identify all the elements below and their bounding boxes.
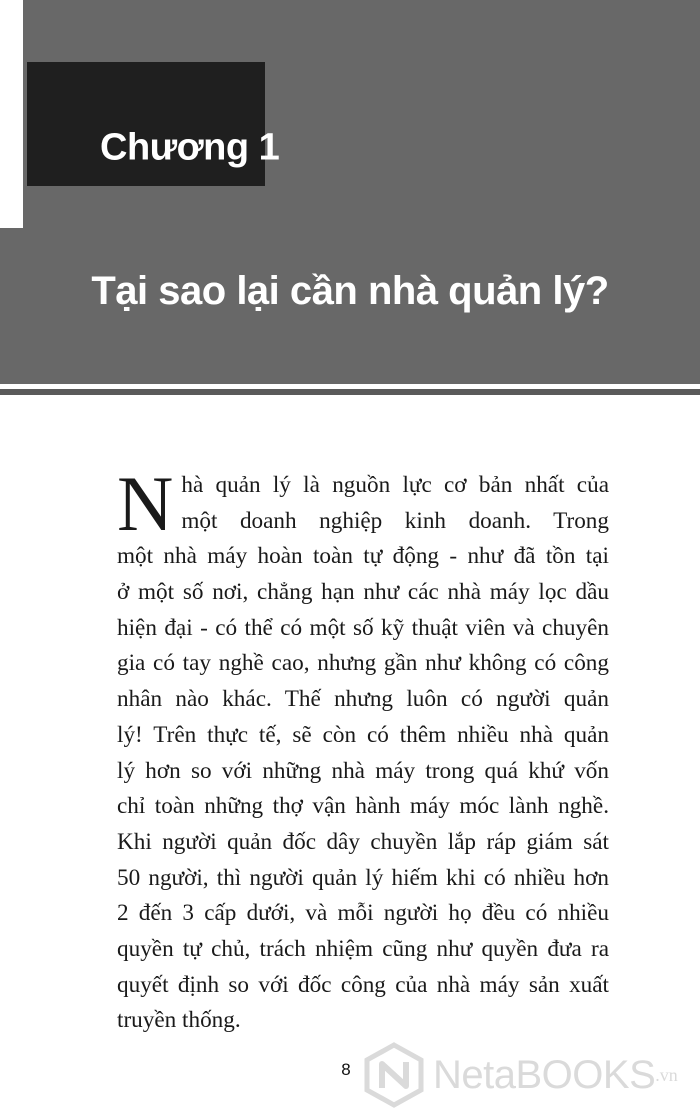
page-number: 8 bbox=[341, 1060, 351, 1079]
body-line: lý! Trên thực tế, sẽ còn có thêm nhiều nhà quản bbox=[117, 721, 609, 748]
header-left-strip bbox=[0, 0, 23, 228]
watermark-suffix: .vn bbox=[655, 1064, 678, 1085]
drop-cap: N bbox=[117, 460, 174, 547]
chapter-label: Chương 1 bbox=[100, 126, 280, 169]
netabooks-logo-icon bbox=[363, 1042, 425, 1108]
body-line: một doanh nghiệp kinh doanh. Trong bbox=[181, 507, 609, 534]
body-line: truyền thống. bbox=[117, 1007, 241, 1034]
header-divider-dark bbox=[0, 389, 700, 395]
body-line: lý hơn so với những nhà máy trong quá khứ vốn bbox=[117, 757, 609, 784]
body-line: một nhà máy hoàn toàn tự động - như đã tồn tại bbox=[117, 543, 609, 570]
chapter-title: Tại sao lại cần nhà quản lý? bbox=[91, 269, 609, 313]
watermark bbox=[363, 1040, 700, 1110]
body-line: Khi người quản đốc dây chuyền lắp ráp giám sát bbox=[117, 828, 609, 855]
body-line: ở một số nơi, chẳng hạn như các nhà máy lọc dầu bbox=[117, 579, 609, 606]
body-line: 2 đến 3 cấp dưới, và mỗi người họ đều có nhiều bbox=[117, 900, 609, 927]
body-line: chỉ toàn những thợ vận hành máy móc lành nghề. bbox=[117, 793, 609, 820]
body-line: nhân nào khác. Thế nhưng luôn có người quản bbox=[117, 686, 609, 713]
chapter-header bbox=[0, 0, 700, 384]
body-line: quyền tự chủ, trách nhiệm cũng như quyền đưa ra bbox=[117, 935, 609, 962]
body-line: hà quản lý là nguồn lực cơ bản nhất của bbox=[181, 472, 609, 498]
body-line: 50 người, thì người quản lý hiếm khi có nhiều hơn bbox=[117, 864, 609, 891]
body-paragraph bbox=[117, 460, 609, 1039]
body-line: hiện đại - có thể có một số kỹ thuật viên và chuyên bbox=[117, 614, 609, 641]
body-line: quyết định so với đốc công của nhà máy sản xuất bbox=[117, 971, 609, 998]
watermark-text: NetaBOOKS bbox=[433, 1052, 656, 1097]
body-line: gia có tay nghề cao, nhưng gần như không có công bbox=[117, 650, 609, 677]
